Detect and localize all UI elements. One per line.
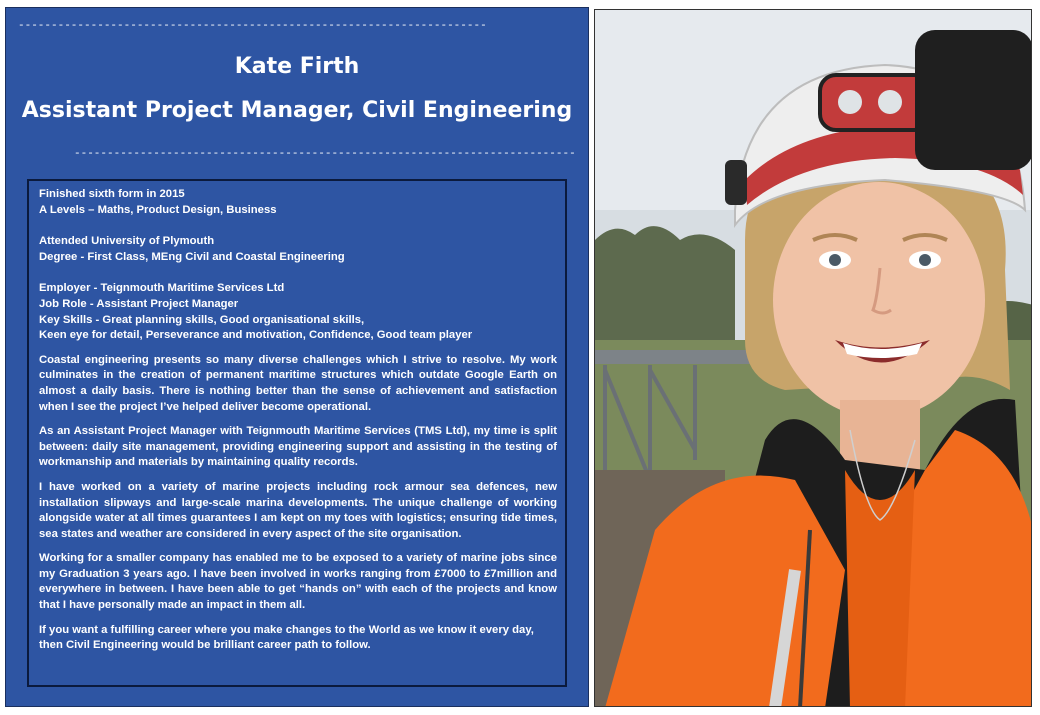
dashed-rule-bottom: ---------------------------------------------------------------------------- — [74, 148, 576, 160]
dashed-rule-top: ----------------------------------------------------------------------- — [18, 20, 487, 32]
person-name: Kate Firth — [234, 54, 360, 79]
profile-photo — [594, 9, 1032, 707]
school-line: Finished sixth form in 2015 — [39, 188, 185, 200]
paragraph-coastal: Coastal engineering presents so many diverse challenges which I strive to resolve. My work culminates in the creation of permanent maritime structures which outdate Google Earth on almost a daily basis. There is nothing better than the sense of achievement and satisfaction when I see the project I’ve helped deliver become operational. — [39, 353, 557, 413]
paragraph-experience: Working for a smaller company has enabled me to be exposed to a variety of marine jobs since my Graduation 3 years ago. I have been involved in works ranging from £7000 to £7million and everywhere in between. I have been able to get “hands on” with each of the projects and know that I have personally made an impact in them all. — [39, 552, 557, 612]
skills-line-1: Key Skills - Great planning skills, Good organisational skills, — [39, 313, 365, 326]
a-levels-line: A Levels – Maths, Product Design, Business — [39, 203, 277, 216]
profile-panel — [5, 7, 589, 707]
employer-line: Employer - Teignmouth Maritime Services Ltd — [39, 282, 285, 295]
paragraph-projects: I have worked on a variety of marine projects including rock armour sea defences, new installation slipways and large-scale marina developments. The unique challenge of working alongside water at all times guarantees I am kept on my toes with logistics; ensuring tide times, sea states and weather are considered in every aspect of the site organisation. — [39, 480, 557, 540]
selfie-illustration — [595, 10, 1032, 707]
degree-line: Degree - First Class, MEng Civil and Coastal Engineering — [39, 250, 345, 263]
job-role-line: Job Role - Assistant Project Manager — [39, 297, 239, 310]
profile-text-box — [27, 179, 567, 687]
paragraph-role: As an Assistant Project Manager with Teignmouth Maritime Services (TMS Ltd), my time is split between: daily site management, providing engineering support and assisting in the testing of workmanship and materials by maintaining quality records. — [39, 425, 557, 469]
university-line: Attended University of Plymouth — [39, 235, 215, 248]
job-title: Assistant Project Manager, Civil Engineering — [21, 98, 573, 123]
skills-line-2: Keen eye for detail, Perseverance and motivation, Confidence, Good team player — [39, 329, 473, 342]
paragraph-closing: If you want a fulfilling career where you make changes to the World as we know it every day, then Civil Engineering would be brilliant career path to follow. — [39, 623, 534, 652]
